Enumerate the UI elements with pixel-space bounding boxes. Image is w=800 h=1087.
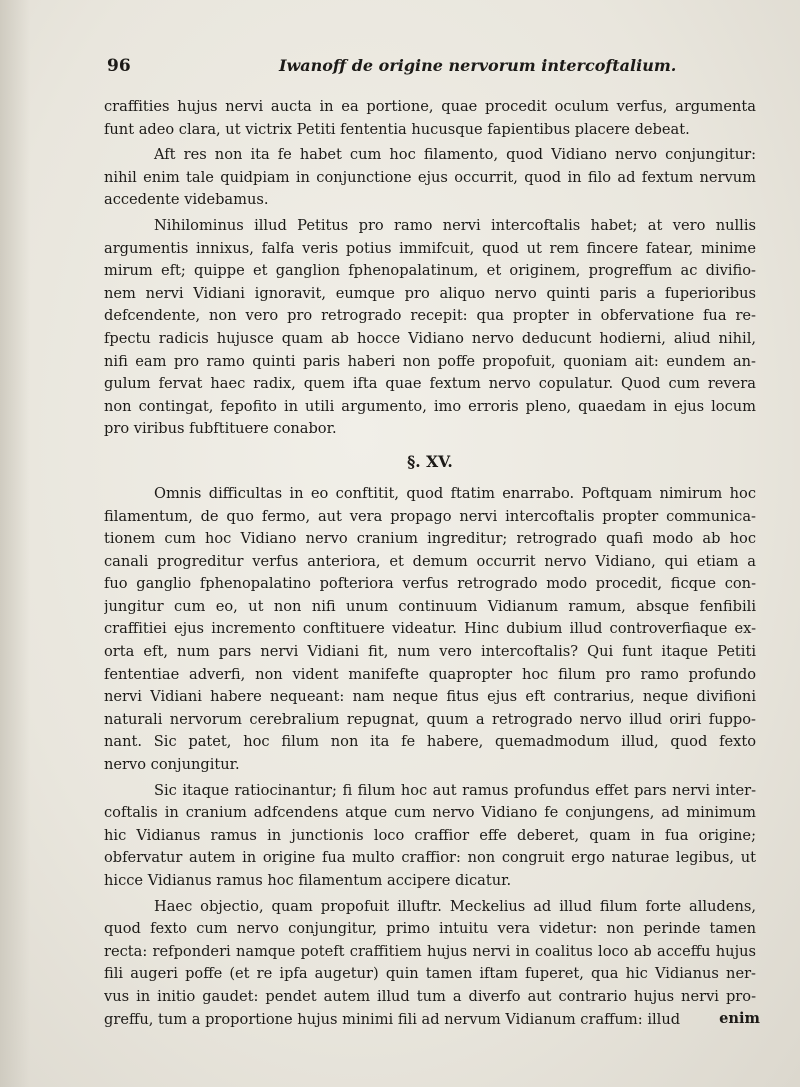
running-title: Iwanoff de origine nervorum intercoftalium. [279, 56, 677, 75]
text-line: pro viribus fubftituere conabor. [104, 420, 337, 438]
text-line: mirum eft; quippe et ganglion fphenopalatinum, et originem, progreffum ac divifio- [104, 262, 756, 280]
text-line: nant. Sic patet, hoc filum non ita fe habere, quemadmodum illud, quod fexto [104, 733, 756, 751]
text-line: nem nervi Vidiani ignoravit, eumque pro aliquo nervo quinti paris a fuperioribus [104, 284, 756, 302]
body-text [104, 96, 756, 1031]
paragraph [104, 483, 756, 777]
section-heading: §. XV. [407, 451, 453, 471]
text-line: defcendente, non vero pro retrogrado recepit: qua propter in obfervatione fua re- [104, 307, 756, 325]
text-line: fili augeri poffe (et re ipfa augetur) quin tamen iftam fuperet, qua hic Vidianus ner- [104, 965, 756, 983]
paragraph [104, 96, 756, 141]
text-line: accedente videbamus. [104, 191, 269, 209]
page-number: 96 [107, 56, 131, 76]
text-line: filamentum, de quo fermo, aut vera propago nervi intercoftalis propter communica- [104, 507, 756, 525]
paragraph [104, 780, 756, 893]
paragraph [104, 896, 756, 1032]
text-line: argumentis innixus, falfa veris potius immifcuit, quod ut rem fincere fatear, minime [104, 239, 756, 257]
catchword: enim [719, 1010, 760, 1027]
text-line: Omnis difficultas in eo conftitit, quod ftatim enarrabo. Poftquam nimirum hoc [154, 484, 756, 502]
text-line: fententiae adverfi, non vident manifefte quapropter hoc filum pro ramo profundo [104, 665, 756, 683]
text-line: nifi eam pro ramo quinti paris haberi non poffe propofuit, quoniam ait: eundem an- [104, 352, 756, 370]
text-line: vus in initio gaudet: pendet autem illud tum a diverfo aut contrario hujus nervi pro- [104, 987, 756, 1005]
text-line: Nihilominus illud Petitus pro ramo nervi intercoftalis habet; at vero nullis [154, 216, 756, 234]
text-line: hicce Vidianus ramus hoc filamentum accipere dicatur. [104, 872, 512, 889]
text-line: Sic itaque ratiocinantur; fi filum hoc aut ramus profundus effet pars nervi inter- [154, 781, 756, 799]
text-line: quod fexto cum nervo conjungitur, primo intuitu vera videtur: non perinde tamen [104, 920, 756, 938]
text-line: recta: refponderi namque poteft craffitiem hujus nervi in coalitus loco ab acceffu hujus [104, 942, 756, 960]
text-line: non contingat, fepofito in utili argumento, imo erroris pleno, quaedam in ejus locum [104, 397, 756, 415]
text-line: obfervatur autem in origine fua multo craffior: non congruit ergo naturae legibus, ut [104, 849, 756, 867]
text-line: jungitur cum eo, ut non nifi unum continuum Vidianum ramum, absque fenfibili [104, 597, 756, 615]
text-line: fuo ganglio fphenopalatino pofteriora verfus retrogrado modo procedit, ficque con- [104, 575, 756, 593]
text-line: Aft res non ita fe habet cum hoc filamento, quod Vidiano nervo conjungitur: [154, 146, 756, 164]
text-line: naturali nervorum cerebralium repugnat, quum a retrogrado nervo illud oriri fuppo- [104, 710, 756, 728]
text-line: greffu, tum a proportione hujus minimi fili ad nervum Vidianum craffum: illud [104, 1010, 681, 1028]
text-line: coftalis in cranium adfcendens atque cum nervo Vidiano fe conjungens, ad minimum [104, 804, 756, 822]
text-line: funt adeo clara, ut victrix Petiti fententia hucusque fapientibus placere debeat. [104, 120, 690, 138]
paragraph [104, 215, 756, 441]
text-line: nihil enim tale quidpiam in conjunctione ejus occurrit, quod in filo ad fextum nervum [104, 168, 756, 186]
text-line: hic Vidianus ramus in junctionis loco craffior effe deberet, quam in fua origine; [104, 826, 756, 844]
text-line: gulum fervat haec radix, quem ifta quae fextum nervo copulatur. Quod cum revera [104, 375, 756, 393]
text-line: nervo conjungitur. [104, 756, 240, 774]
text-line: craffitiei ejus incremento conftituere videatur. Hinc dubium illud controverfiaque ex- [104, 620, 756, 638]
text-line: fpectu radicis hujusce quam ab hocce Vidiano nervo deducunt hodierni, aliud nihil, [104, 329, 756, 347]
text-line: tionem cum hoc Vidiano nervo cranium ingreditur; retrogrado quafi modo ab hoc [104, 530, 756, 548]
text-line: Haec objectio, quam propofuit illuftr. Meckelius ad illud filum forte alludens, [154, 897, 756, 915]
text-line: canali progreditur verfus anteriora, et demum occurrit nervo Vidiano, qui etiam a [104, 552, 756, 570]
text-line: nervi Vidiani habere nequeant: nam neque fitus ejus eft contrarius, neque divifioni [104, 688, 756, 706]
text-line: craffities hujus nervi aucta in ea portione, quae procedit oculum verfus, argumenta [104, 98, 756, 115]
text-line: orta eft, num pars nervi Vidiani fit, num vero intercoftalis? Qui funt itaque Petiti [104, 643, 756, 661]
running-head [107, 56, 757, 82]
paragraph [104, 144, 756, 212]
